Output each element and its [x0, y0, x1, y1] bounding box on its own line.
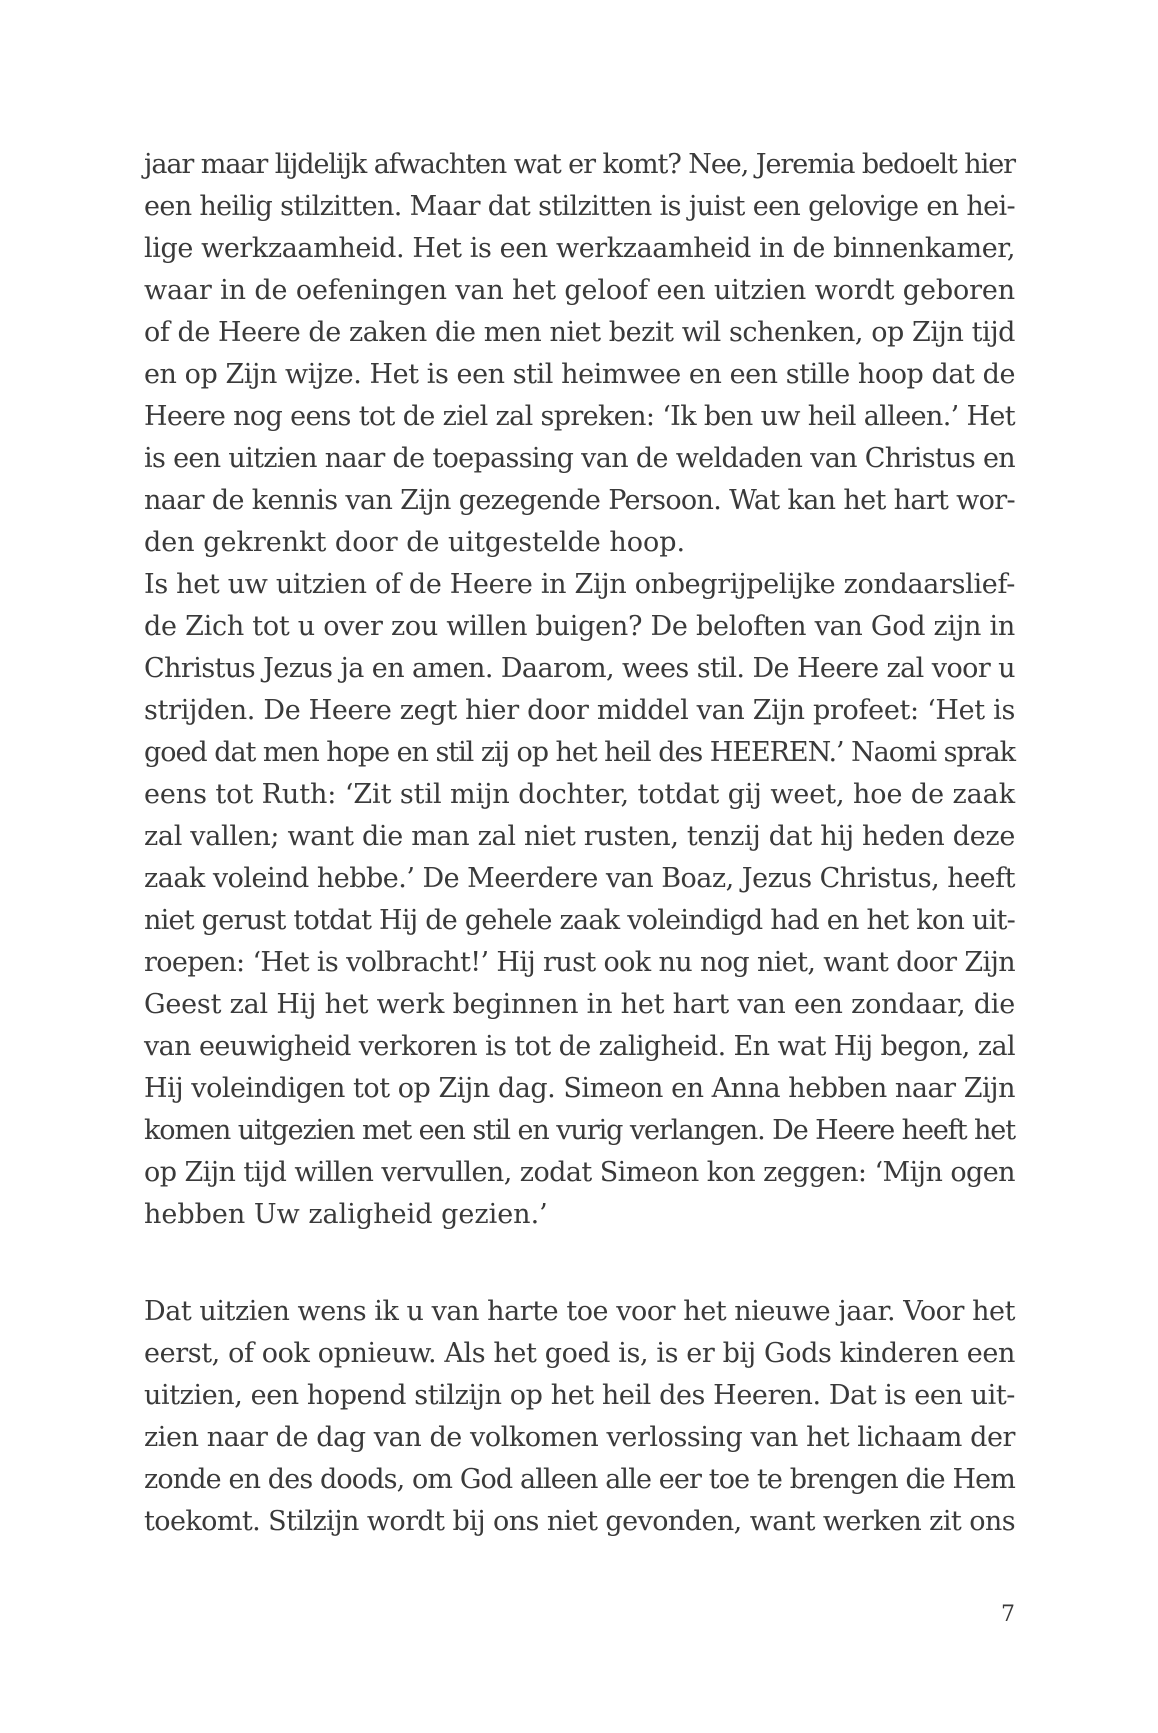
text-line: den gekrenkt door de uitgestelde hoop.	[144, 527, 686, 558]
text-line: goed dat men hope en stil zij op het heil des HEEREN.’ Naomi sprak	[144, 737, 1015, 768]
text-line: Heere nog eens tot de ziel zal spreken: ‘Ik ben uw heil alleen.’ Het	[144, 401, 1015, 432]
text-line: waar in de oefeningen van het geloof een uitzien wordt geboren	[144, 275, 1015, 306]
body-text-section-1	[144, 144, 1015, 1236]
text-line: Christus Jezus ja en amen. Daarom, wees stil. De Heere zal voor u	[144, 653, 1015, 684]
text-line: lige werkzaamheid. Het is een werkzaamheid in de binnenkamer,	[144, 233, 1015, 264]
text-line: en op Zijn wijze. Het is een stil heimwee en een stille hoop dat de	[144, 359, 1015, 390]
text-line: eerst, of ook opnieuw. Als het goed is, is er bij Gods kinderen een	[144, 1338, 1015, 1369]
text-line: Geest zal Hij het werk beginnen in het hart van een zondaar, die	[144, 989, 1015, 1020]
text-line: een heilig stilzitten. Maar dat stilzitten is juist een gelovige en hei-	[144, 191, 1015, 222]
text-line: strijden. De Heere zegt hier door middel van Zijn profeet: ‘Het is	[144, 695, 1015, 726]
text-line: zien naar de dag van de volkomen verlossing van het lichaam der	[144, 1422, 1015, 1453]
text-line: zaak voleind hebbe.’ De Meerdere van Boaz, Jezus Christus, heeft	[144, 863, 1015, 894]
text-line: roepen: ‘Het is volbracht!’ Hij rust ook nu nog niet, want door Zijn	[144, 947, 1015, 978]
text-line: of de Heere de zaken die men niet bezit wil schenken, op Zijn tijd	[144, 317, 1015, 348]
text-line: uitzien, een hopend stilzijn op het heil des Heeren. Dat is een uit-	[144, 1380, 1015, 1411]
text-line: zal vallen; want die man zal niet rusten, tenzij dat hij heden deze	[144, 821, 1015, 852]
body-text-section-2	[144, 1291, 1015, 1543]
text-line: hebben Uw zaligheid gezien.’	[144, 1199, 548, 1230]
text-line: toekomt. Stilzijn wordt bij ons niet gevonden, want werken zit ons	[144, 1506, 1015, 1537]
text-line: Is het uw uitzien of de Heere in Zijn onbegrijpelijke zondaarslief-	[144, 569, 1015, 600]
text-line: naar de kennis van Zijn gezegende Persoon. Wat kan het hart wor-	[144, 485, 1015, 516]
text-line: komen uitgezien met een stil en vurig verlangen. De Heere heeft het	[144, 1115, 1015, 1146]
text-line: de Zich tot u over zou willen buigen? De beloften van God zijn in	[144, 611, 1015, 642]
text-line: Hij voleindigen tot op Zijn dag. Simeon en Anna hebben naar Zijn	[144, 1073, 1015, 1104]
text-line: op Zijn tijd willen vervullen, zodat Simeon kon zeggen: ‘Mijn ogen	[144, 1157, 1015, 1188]
text-line: Dat uitzien wens ik u van harte toe voor het nieuwe jaar. Voor het	[144, 1296, 1015, 1327]
text-line: zonde en des doods, om God alleen alle eer toe te brengen die Hem	[144, 1464, 1015, 1495]
text-line: is een uitzien naar de toepassing van de weldaden van Christus en	[144, 443, 1015, 474]
page-number: 7	[1001, 1602, 1015, 1627]
text-line: eens tot Ruth: ‘Zit stil mijn dochter, totdat gij weet, hoe de zaak	[144, 779, 1015, 810]
text-line: niet gerust totdat Hij de gehele zaak voleindigd had en het kon uit-	[144, 905, 1016, 936]
text-line: jaar maar lijdelijk afwachten wat er komt? Nee, Jeremia bedoelt hier	[144, 149, 1015, 180]
text-line: van eeuwigheid verkoren is tot de zaligheid. En wat Hij begon, zal	[144, 1031, 1015, 1062]
